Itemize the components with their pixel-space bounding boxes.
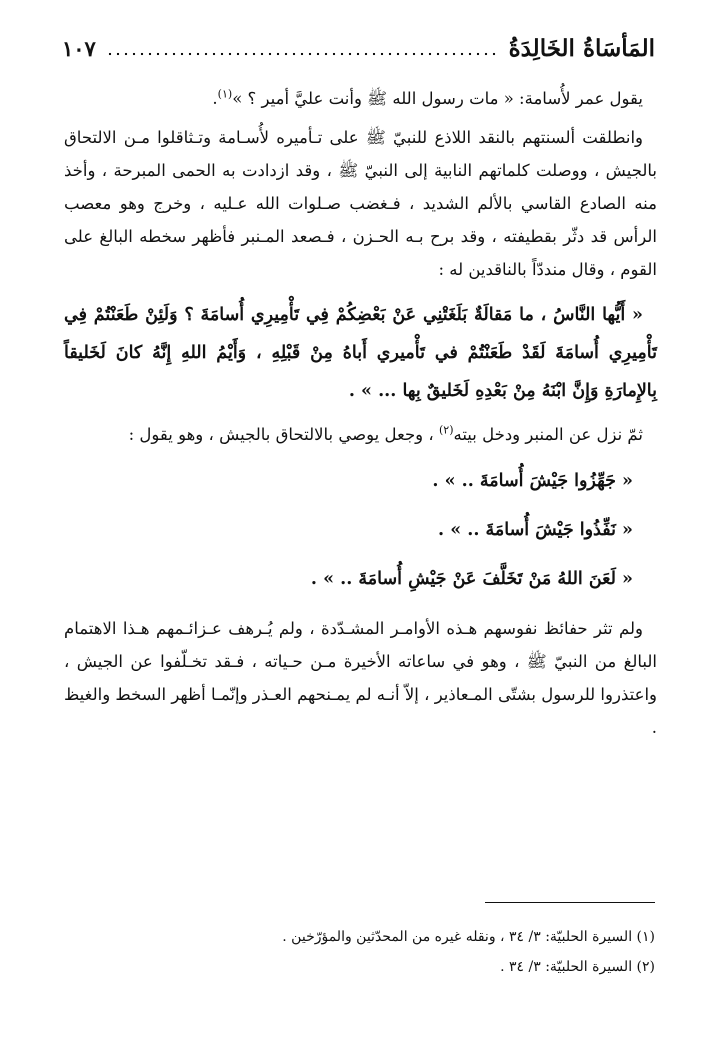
- paragraph-3-text-a: ثمّ نزل عن المنبر ودخل بيته: [453, 425, 643, 444]
- order-quote-2: « نَفِّذُوا جَيْشَ أُسامَةَ .. » .: [438, 520, 633, 540]
- prophet-speech-quote: « أَيُّها النَّاسُ ، ما مَقالَةٌ بَلَغَتْنِي عَنْ بَعْضِكُمْ فِي تَأْمِيرِي أُسامَةَ ؟ وَلَئِنْ طَعَنْتُمْ فِي تَأْمِيرِي أُسامَةَ لَقَدْ طَعَنْتُمْ في تَأْميري أَباهُ مِنْ قَبْلِهِ ، وَأَيْمُ اللهِ إِنَّهُ كانَ لَخَليقاً بِالإِمارَةِ وَإِنَّ ابْنَهُ مِنْ بَعْدِهِ لَخَليقٌ بِها ... » .: [64, 305, 657, 401]
- paragraph-4: ولم تثر حفائظ نفوسهم هـذه الأوامـر المشـدّدة ، ولم يُـرهف عـزائـمهم هـذا الاهتمام البالغ من النبيّ ﷺ ، وهو في ساعاته الأخيرة مـن حـياته ، فـقد تخـلّفوا عن الجيش ، واعتذروا للرسول بشتّى المـعاذير ، إلاّ أنـه لم يمـنحهم العـذر وإنّمـا أظهر السخط والغيظ .: [64, 619, 657, 737]
- footnote-ref-2: (٢): [438, 423, 454, 437]
- running-header: [62, 30, 655, 66]
- paragraph-3: [64, 418, 657, 451]
- paragraph-3-text-b: ، وجعل يوصي بالالتحاق بالجيش ، وهو يقول :: [128, 425, 434, 444]
- header-dotted-leader: [106, 51, 499, 57]
- paragraph-1: يقول عمر لأُسامة: « مات رسول الله ﷺ وأنت عليَّ أمير ؟ »$^{(١)}$.: [212, 87, 643, 108]
- paragraph-2: وانطلقت ألسنتهم بالنقد اللاذع للنبيّ ﷺ على تـأميره لأُسـامة وتـثاقلوا مـن الالتحاق بالجيش ، ووصلت كلماتهم النابية إلى النبيّ ﷺ ، وقد ازدادت به الحمى المبرحة ، وأخذ منه الصادع القاسي بالألم الشديد ، فـغضب صـلوات الله عـليه ، وخرج وهو معصب الرأس قد دثّر بقطيفته ، وقد برح بـه الحـزن ، فـصعد المـنبر فأظهر سخطه البالغ على القوم ، وقال منددّاً بالناقدين له :: [64, 128, 657, 279]
- order-quote-1: « جَهِّزُوا جَيْشَ أُسامَةَ .. » .: [432, 471, 633, 491]
- page-number: ١٠٧: [62, 35, 96, 61]
- page-body: [64, 82, 657, 750]
- paragraph-1-text: يقول عمر لأُسامة: « مات رسول الله ﷺ وأنت عليَّ أمير ؟ »: [232, 89, 643, 108]
- footnote-separator: [485, 902, 655, 903]
- order-quote-3: « لَعَنَ اللهُ مَنْ تَخَلَّفَ عَنْ جَيْشِ أُسامَةَ .. » .: [310, 569, 633, 589]
- running-title: المَأسَاةُ الخَالِدَةُ: [508, 34, 655, 62]
- footnotes: [62, 922, 655, 982]
- footnote-1: (١) السيرة الحلبيّة: ٣/ ٣٤ ، ونقله غيره من المحدّثين والمؤرّخين .: [282, 929, 655, 945]
- footnote-2: (٢) السيرة الحلبيّة: ٣/ ٣٤ .: [500, 959, 655, 975]
- footnote-ref-1: (١): [217, 87, 233, 101]
